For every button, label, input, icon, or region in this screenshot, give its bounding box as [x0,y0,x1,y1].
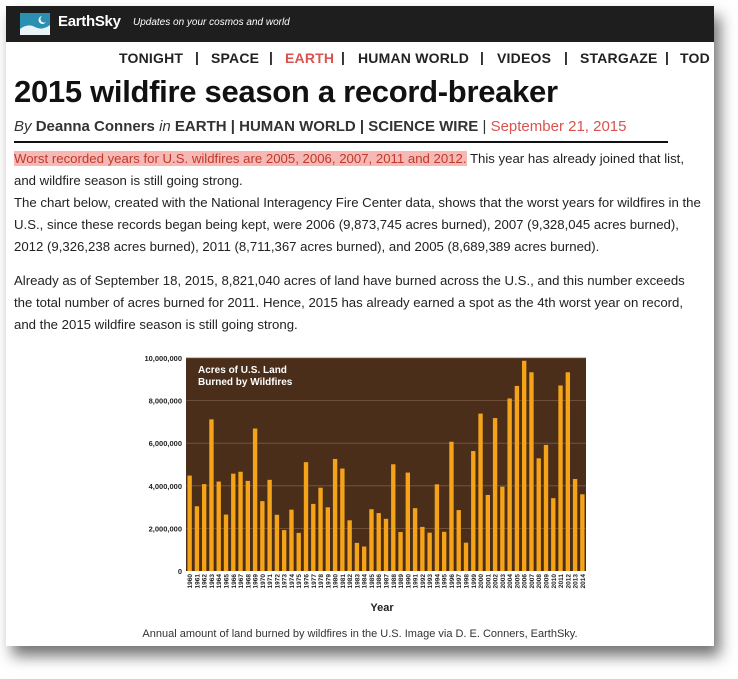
bar-1968 [246,481,250,571]
image-caption: Annual amount of land burned by wildfires in the U.S. Image via D. E. Conners, EarthSky. [142,628,578,640]
x-tick-label: 2004 [507,574,515,589]
chart-title-line-2: Burned by Wildfires [198,377,293,388]
x-tick-label: 1960 [187,574,195,589]
x-tick-label: 1964 [216,574,224,589]
x-tick-label: 2010 [550,574,558,589]
earthsky-logo-icon[interactable] [20,13,50,35]
bar-1976 [304,462,308,571]
x-axis-label: Year [370,602,394,614]
x-tick-label: 1991 [412,574,420,589]
x-tick-label: 1974 [288,574,296,589]
x-tick-label: 2008 [536,574,544,589]
x-tick-label: 1983 [354,574,362,589]
x-tick-label: 2011 [558,574,566,589]
nav-separator: | [269,49,273,65]
x-tick-label: 1972 [274,574,282,589]
x-tick-label: 1975 [296,574,304,589]
bar-1961 [195,506,199,571]
byline-by: By [14,118,32,135]
y-tick-label: 10,000,000 [144,354,182,363]
bar-1980 [333,459,337,571]
x-tick-label: 1984 [361,574,369,589]
paragraph-3: Already as of September 18, 2015, 8,821,040 acres of land have burned across the U.S., and this number exceeds the total number of acres burned for 2011. Hence, 2015 has already earned a spot as the 4th worst year on record, and the 2015 wildfire season is still going strong. [14,273,685,332]
x-tick-label: 1989 [398,574,406,589]
bar-2003 [500,487,504,571]
x-tick-label: 1986 [376,574,384,589]
bar-1999 [471,451,475,571]
x-tick-label: 1963 [208,574,216,589]
highlighted-text: Worst recorded years for U.S. wildfires are 2005, 2006, 2007, 2011 and 2012. [14,151,467,166]
bar-2000 [478,414,482,571]
byline-in: in [159,118,171,135]
bar-1972 [275,515,279,571]
x-tick-label: 1967 [238,574,246,589]
x-tick-label: 1980 [332,574,340,589]
bar-1998 [464,543,468,571]
nav-stargaze[interactable]: STARGAZE [580,50,658,66]
x-tick-label: 2002 [492,574,500,589]
bar-1967 [238,472,242,571]
x-tick-label: 2005 [514,574,522,589]
x-tick-label: 2000 [478,574,486,589]
x-tick-label: 1990 [405,574,413,589]
x-tick-label: 2003 [499,574,507,589]
y-tick-label: 8,000,000 [148,396,182,406]
main-nav [6,44,714,72]
x-tick-label: 2009 [543,574,551,589]
bar-2008 [537,458,541,571]
bar-1979 [326,507,330,571]
y-tick-label: 0 [177,567,182,576]
nav-separator: | [480,49,484,65]
bar-1981 [340,469,344,571]
x-tick-label: 2007 [528,574,536,589]
bar-2006 [522,361,526,571]
nav-earth[interactable]: EARTH [285,50,335,66]
bar-1966 [231,474,235,571]
x-tick-label: 1965 [223,574,231,589]
bar-1971 [267,480,271,571]
bar-1995 [442,532,446,571]
bar-2004 [507,398,511,571]
nav-tonight[interactable]: TONIGHT [119,50,184,66]
bar-1994 [435,484,439,571]
bar-2013 [573,479,577,571]
category-links[interactable]: EARTH | HUMAN WORLD | SCIENCE WIRE [174,118,479,135]
site-header [6,6,714,42]
x-tick-label: 1968 [245,574,253,589]
bar-1964 [217,482,221,571]
x-tick-label: 1995 [441,574,449,589]
nav-space[interactable]: SPACE [211,50,260,66]
bar-1985 [369,509,373,571]
article-date: September 21, 2015 [490,118,627,135]
bar-1962 [202,484,206,571]
bar-1973 [282,530,286,571]
bar-2012 [566,372,570,571]
x-tick-label: 1969 [252,574,260,589]
nav-separator: | [341,49,345,65]
wildfire-bar-chart [122,347,596,615]
bar-2001 [486,495,490,571]
bar-2014 [580,494,584,571]
article-title: 2015 wildfire season a record-breaker [14,74,558,109]
x-tick-label: 1977 [310,574,318,589]
author-link[interactable]: Deanna Conners [35,118,155,135]
y-tick-label: 4,000,000 [148,481,182,491]
x-tick-label: 1962 [201,574,209,589]
x-tick-label: 1988 [390,574,398,589]
bar-1963 [209,419,213,571]
bar-1975 [297,533,301,571]
bar-1965 [224,515,228,571]
x-tick-label: 2014 [579,574,587,589]
x-tick-label: 2013 [572,574,580,589]
article-byline [14,118,627,135]
x-tick-label: 1998 [463,574,471,589]
paragraph-2: The chart below, created with the National Interagency Fire Center data, shows that the worst years for wildfires in the U.S., since these records began being kept, were 2006 (9,873,745 acres burned), 2007 (9,328,045 acres burned), 2012 (9,326,238 acres burned), 2011 (8,711,367 acres burned), and 2005 (8,689,389 acres burned). [14,195,701,254]
bar-1984 [362,547,366,571]
brand-tagline: Updates on your cosmos and world [133,17,290,28]
x-tick-label: 1985 [368,574,376,589]
brand-name[interactable]: EarthSky [58,13,121,30]
bar-1982 [347,520,351,571]
x-tick-label: 1992 [419,574,427,589]
bar-2010 [551,498,555,571]
bar-1974 [289,510,293,571]
bar-2002 [493,418,497,571]
byline-divider [14,141,668,143]
bar-1997 [457,510,461,571]
bar-1983 [355,543,359,571]
nav-separator: | [195,49,199,65]
y-tick-label: 6,000,000 [148,439,182,449]
byline-separator: | [482,118,487,135]
x-tick-label: 1997 [456,574,464,589]
page-frame [6,6,714,646]
bar-1992 [420,527,424,571]
x-tick-label: 1996 [448,574,456,589]
bar-2009 [544,445,548,571]
bar-1977 [311,504,315,571]
nav-today[interactable]: TOD [680,50,710,66]
bar-1969 [253,429,257,571]
bar-1989 [398,532,402,571]
x-tick-label: 1971 [267,574,275,589]
x-tick-label: 1973 [281,574,289,589]
x-tick-label: 1993 [427,574,435,589]
x-tick-label: 1981 [339,574,347,589]
x-tick-label: 1961 [194,574,202,589]
chart-title-line-1: Acres of U.S. Land [198,365,287,376]
paragraph-1 [14,148,704,192]
nav-separator: | [564,49,568,65]
x-tick-label: 2006 [521,574,529,589]
bar-2011 [558,385,562,571]
bar-1970 [260,501,264,571]
x-tick-label: 1966 [230,574,238,589]
y-tick-label: 2,000,000 [148,524,182,534]
x-tick-label: 2001 [485,574,493,589]
bar-1960 [187,476,191,571]
nav-separator: | [665,49,669,65]
x-tick-label: 1982 [347,574,355,589]
bar-2007 [529,372,533,571]
paragraph-1-rest: This year has already joined that list, and wildfire season is still going strong. [14,151,685,188]
x-tick-label: 1987 [383,574,391,589]
bar-1978 [318,488,322,571]
bar-1996 [449,442,453,571]
bar-1993 [427,533,431,571]
x-tick-label: 1994 [434,574,442,589]
bar-1987 [384,519,388,571]
nav-videos[interactable]: VIDEOS [497,50,552,66]
x-tick-label: 2012 [565,574,573,589]
bar-2005 [515,386,519,571]
bar-1990 [406,473,410,571]
bar-1988 [391,464,395,571]
x-tick-label: 1976 [303,574,311,589]
x-tick-label: 1979 [325,574,333,589]
bar-1991 [413,508,417,571]
x-tick-label: 1978 [318,574,326,589]
x-tick-label: 1999 [470,574,478,589]
bar-1986 [377,513,381,571]
x-tick-label: 1970 [259,574,267,589]
nav-human-world[interactable]: HUMAN WORLD [358,50,470,66]
